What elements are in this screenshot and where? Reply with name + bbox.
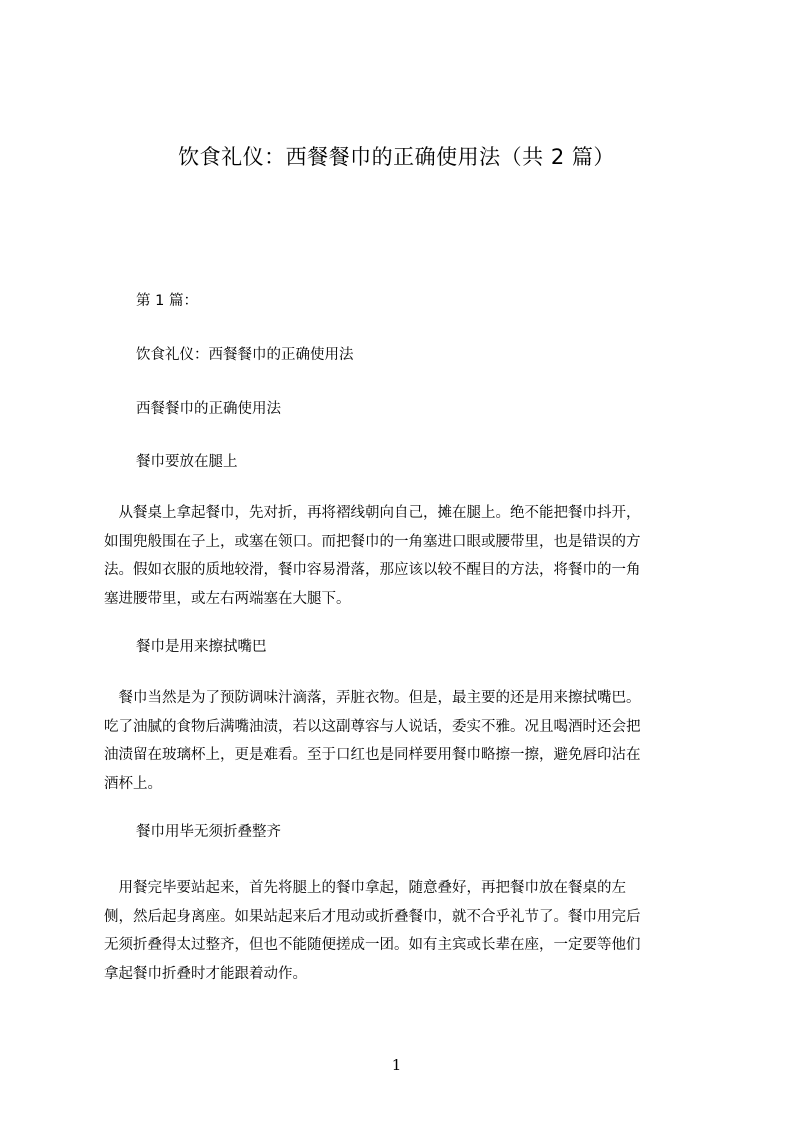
section-paragraph <box>104 499 704 613</box>
section-heading: 餐巾用毕无须折叠整齐 <box>136 824 281 840</box>
paragraph-line: 无须折叠得太过整齐，但也不能随便搓成一团。如有主宾或长辈在座，一定要等他们 <box>104 937 641 954</box>
paragraph-line: 拿起餐巾折叠时才能跟着动作。 <box>104 965 307 982</box>
paragraph-line: 如围兜般围在子上，或塞在领口。而把餐巾的一角塞进口眼或腰带里，也是错误的方 <box>104 533 641 550</box>
section-paragraph <box>104 874 704 988</box>
paragraph-line: 用餐完毕要站起来，首先将腿上的餐巾拿起，随意叠好，再把餐巾放在餐桌的左 <box>104 880 626 896</box>
paragraph-line: 塞进腰带里，或左右两端塞在大腿下。 <box>104 590 351 607</box>
page-number: 1 <box>391 1056 402 1074</box>
section-heading: 餐巾要放在腿上 <box>136 454 238 470</box>
article-title: 饮食礼仪：西餐餐巾的正确使用法 <box>136 347 354 363</box>
paragraph-line: 酒杯上。 <box>104 775 162 792</box>
paragraph-line: 吃了油腻的食物后满嘴油渍，若以这副尊容与人说话，委实不雅。况且喝酒时还会把 <box>104 718 641 735</box>
chapter-label: 第 1 篇： <box>136 293 198 309</box>
section-paragraph <box>104 684 704 798</box>
paragraph-line: 餐巾当然是为了预防调味汁滴落，弄脏衣物。但是，最主要的还是用来擦拭嘴巴。 <box>104 690 641 706</box>
paragraph-line: 侧，然后起身离座。如果站起来后才甩动或折叠餐巾，就不合乎礼节了。餐巾用完后 <box>104 908 641 925</box>
paragraph-line: 法。假如衣服的质地较滑，餐巾容易滑落，那应该以较不醒目的方法，将餐巾的一角 <box>104 562 641 579</box>
article-subtitle: 西餐餐巾的正确使用法 <box>136 401 281 417</box>
paragraph-line: 油渍留在玻璃杯上，更是难看。至于口红也是同样要用餐巾略擦一擦，避免唇印沾在 <box>104 747 641 764</box>
paragraph-line: 从餐桌上拿起餐巾，先对折，再将褶线朝向自己，摊在腿上。绝不能把餐巾抖开， <box>104 505 641 521</box>
document-title: 饮食礼仪：西餐餐巾的正确使用法（共 2 篇） <box>178 145 615 169</box>
section-heading: 餐巾是用来擦拭嘴巴 <box>136 639 267 655</box>
